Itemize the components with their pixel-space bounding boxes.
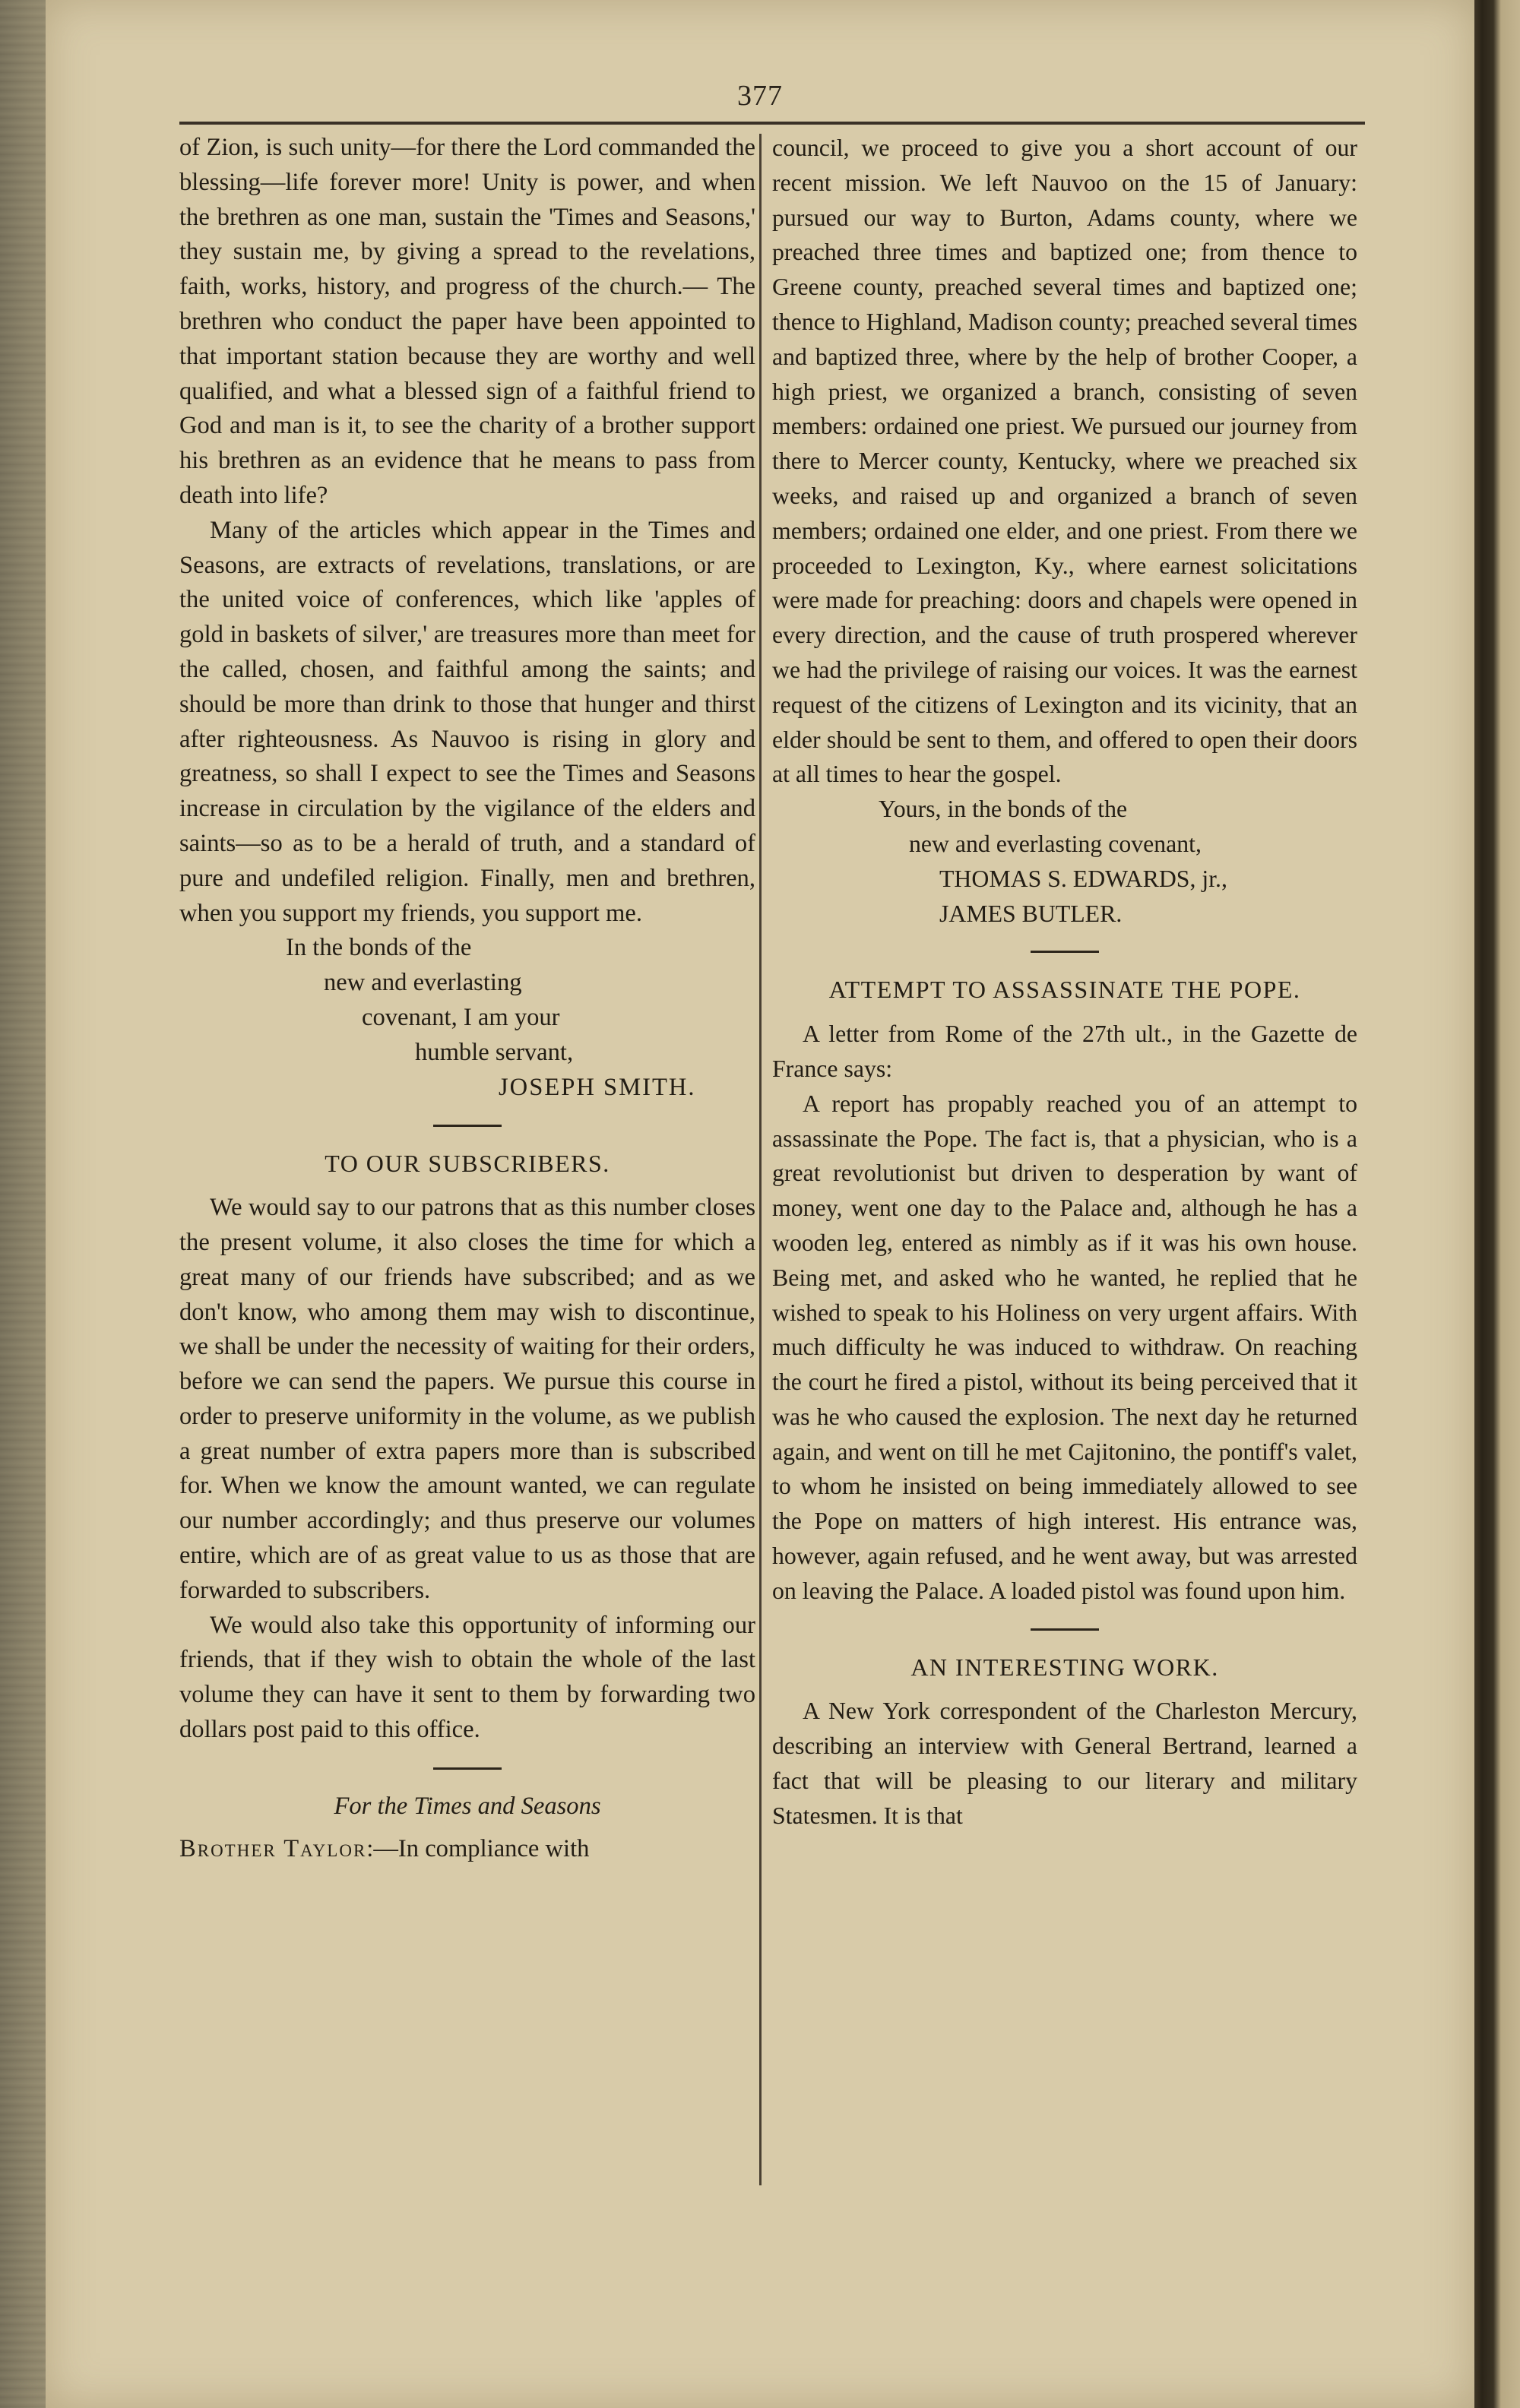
left-column <box>179 131 755 1866</box>
signature-line-4: humble servant, <box>415 1038 574 1066</box>
brother-taylor-salutation: Brother Taylor <box>179 1834 367 1862</box>
section-rule <box>1031 951 1099 953</box>
right-paragraph-1: council, we proceed to give you a short account of our recent mission. We left Nauvoo on the 15 of January: pursued our way to Burton, Adams county, where we preached three times and baptized one; from thence to Greene county, preached several times and baptized one; thence to Highland, Madison county; preached several times and baptized three, where by the help of brother Cooper, a high priest, we organized a branch, consisting of seven members: ordained one priest. We pursued our journey from there to Mercer county, Kentucky, where we preached six weeks, and raised up and organized a branch of seven members; ordained one elder, and one priest. From there we proceeded to Lexington, Ky., where earnest solicitations were made for preaching: doors and chapels were opened in every direction, and the cause of truth prospered wherever we had the privilege of raising our voices. It was the earnest request of the citizens of Lexington and its vicinity, that an elder should be sent to them, and offered to open their doors at all times to hear the gospel. <box>772 134 1357 788</box>
page-number: 377 <box>737 80 783 112</box>
left-paragraph-3: We would say to our patrons that as this number closes the present volume, it also closes the time for which a great many of our friends have subscribed; and as we don't know, who among them may wish to discontinue, we shall be under the necessity of waiting for their orders, before we can send the papers. We pursue this course in order to preserve uniformity in the volume, as we publish a great number of extra papers more than is subscribed for. When we know the amount wanted, we can regulate our number accordingly; and thus preserve our volumes entire, which are of as great value to us as those that are forwarded to subscribers. <box>179 1194 755 1604</box>
closing-line-1: Yours, in the bonds of the <box>879 796 1128 823</box>
left-paragraph-4: We would also take this opportunity of informing our friends, that if they wish to obtain the whole of the last volume they can have it sent to them by forwarding two dollars post paid to this office. <box>179 1611 755 1744</box>
closing-line-3: THOMAS S. EDWARDS, jr., <box>939 865 1227 892</box>
right-paragraph-2: A letter from Rome of the 27th ult., in the Gazette de France says: <box>772 1020 1357 1082</box>
signature-line-1: In the bonds of the <box>286 934 472 962</box>
closing-line-2: new and everlasting covenant, <box>909 830 1202 857</box>
right-paragraph-4: A New York correspondent of the Charleston Mercury, describing an interview with General Bertrand, learned a fact that will be pleasing to our literary and military Statesmen. It is that <box>772 1698 1357 1829</box>
edwards-butler-closing-block <box>772 792 1357 931</box>
left-paragraph-2: Many of the articles which appear in the Times and Seasons, are extracts of revelations, translations, or are the united voice of conferences, which like 'apples of gold in baskets of silver,' are treasures more than meet for the called, chosen, and faithful among the saints; and should be more than drink to those that hunger and thirst after righteousness. As Nauvoo is rising in glory and greatness, so shall I expect to see the Times and Seasons increase in circulation by the vigilance of the elders and saints—so as to be a herald of truth, and a standard of pure and undefiled religion. Finally, men and brethren, when you support my friends, you support me. <box>179 516 755 927</box>
left-paragraph-5 <box>179 1832 755 1867</box>
left-paragraph-5-text: :—In compliance with <box>366 1834 590 1862</box>
signature-line-3: covenant, I am your <box>362 1003 560 1031</box>
book-binding-edge <box>0 0 46 2408</box>
interesting-work-heading: AN INTERESTING WORK. <box>910 1653 1219 1681</box>
left-paragraph-1: of Zion, is such unity—for there the Lord commanded the blessing—life forever more! Unity is power, and when the brethren as one man, sustain the 'Times and Seasons,' they sustain me, by giving a spread to the revelations, faith, works, history, and progress of the church.— The brethren who conduct the paper have been appointed to that important station because they are worthy and well qualified, and what a blessed sign of a faithful friend to God and man is it, to see the charity of a brother support his brethren as an evidence that he means to pass from death into life? <box>179 134 755 509</box>
header-rule <box>179 122 1365 125</box>
closing-line-4: JAMES BUTLER. <box>939 900 1123 927</box>
pope-heading: ATTEMPT TO ASSASSINATE THE POPE. <box>828 976 1301 1004</box>
for-times-and-seasons-line: For the Times and Seasons <box>334 1792 601 1820</box>
column-divider <box>759 134 762 2185</box>
section-rule <box>433 1125 502 1127</box>
joseph-smith-signature-block <box>179 931 755 1105</box>
section-rule <box>433 1767 502 1770</box>
section-rule <box>1031 1628 1099 1631</box>
right-paragraph-3: A report has propably reached you of an attempt to assassinate the Pope. The fact is, that a physician, who is a great revolutionist but driven to desperation by want of money, went one day to the Palace and, although he has a wooden leg, entered as nimbly as if it was his own house. Being met, and asked who he wanted, he replied that he wished to speak to his Holiness on very urgent affairs. With much difficulty he was induced to withdraw. On reaching the court he fired a pistol, without its being perceived that it was he who caused the explosion. The next day he returned again, and went on till he met Cajitonino, the pontiff's valet, to whom he insisted on being immediately allowed to see the Pope on matters of high interest. His entrance was, however, again refused, and he went away, but was arrested on leaving the Palace. A loaded pistol was found upon him. <box>772 1090 1357 1604</box>
subscribers-heading: TO OUR SUBSCRIBERS. <box>325 1150 610 1178</box>
right-column <box>772 131 1357 1834</box>
signature-name: JOSEPH SMITH. <box>499 1073 696 1101</box>
signature-line-2: new and everlasting <box>324 969 522 997</box>
